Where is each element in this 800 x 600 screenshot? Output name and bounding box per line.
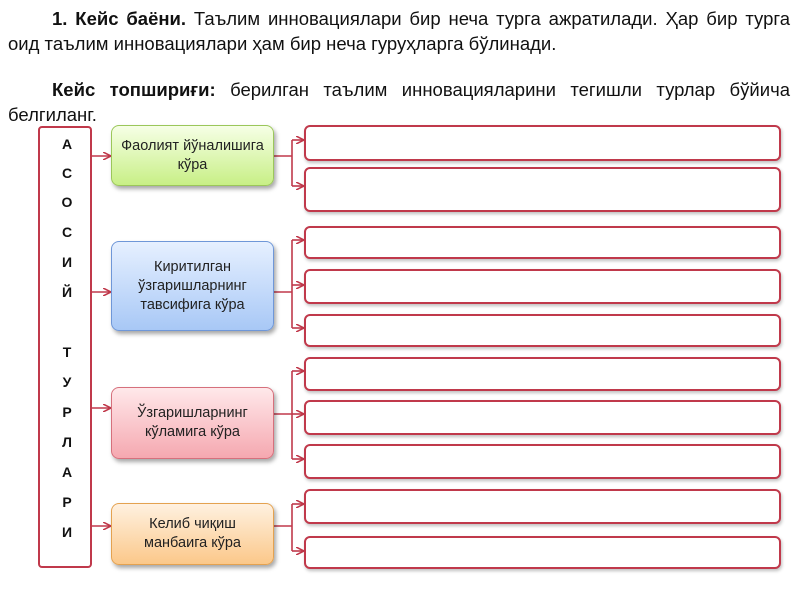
answer-box[interactable]	[304, 167, 781, 212]
case-task-text: берилган таълим инновацияларини тегишли турлар бўйича белгиланг.	[8, 79, 790, 125]
vertical-letter: Р	[62, 404, 72, 420]
category-activity-direction	[111, 125, 274, 186]
answer-box[interactable]	[304, 400, 781, 435]
vertical-letter: Т	[62, 344, 72, 360]
vertical-letter: С	[61, 165, 73, 181]
answer-box[interactable]	[304, 444, 781, 479]
category-label: Келиб чиқиш манбаига кўра	[144, 516, 241, 551]
vertical-letter: И	[61, 524, 73, 540]
category-label: Фаолият йўналишига кўра	[121, 137, 264, 173]
vertical-letter: Р	[62, 494, 72, 510]
vertical-letter: И	[61, 254, 73, 270]
vertical-letter: У	[62, 374, 72, 390]
vertical-letter: А	[61, 464, 73, 480]
answer-box[interactable]	[304, 314, 781, 347]
case-description-heading: 1. Кейс баёни.	[52, 8, 187, 29]
answer-box[interactable]	[304, 536, 781, 569]
main-types-box	[38, 126, 92, 568]
category-changes-scale	[111, 387, 274, 459]
vertical-letter: Л	[62, 434, 72, 450]
vertical-letter: О	[61, 194, 73, 210]
category-label: Киритилган ўзгаришларнинг тавсифига кўра	[138, 258, 247, 313]
answer-box[interactable]	[304, 125, 781, 161]
answer-box[interactable]	[304, 269, 781, 304]
case-description-text: Таълим инновациялари бир неча турга ажратилади. Ҳар бир турга оид таълим инновациялари ҳам бир неча гуруҳларга бўлинади.	[8, 8, 790, 54]
answer-box[interactable]	[304, 489, 781, 524]
answer-box[interactable]	[304, 357, 781, 391]
category-changes-nature	[111, 241, 274, 331]
case-task-heading: Кейс топшириғи:	[52, 79, 216, 100]
vertical-letter: Й	[61, 284, 73, 300]
vertical-letter: А	[61, 136, 73, 152]
answer-box[interactable]	[304, 226, 781, 259]
vertical-letter: С	[61, 224, 73, 240]
category-origin-source	[111, 503, 274, 565]
category-label: Ўзгаришларнинг кўламига кўра	[137, 405, 248, 440]
